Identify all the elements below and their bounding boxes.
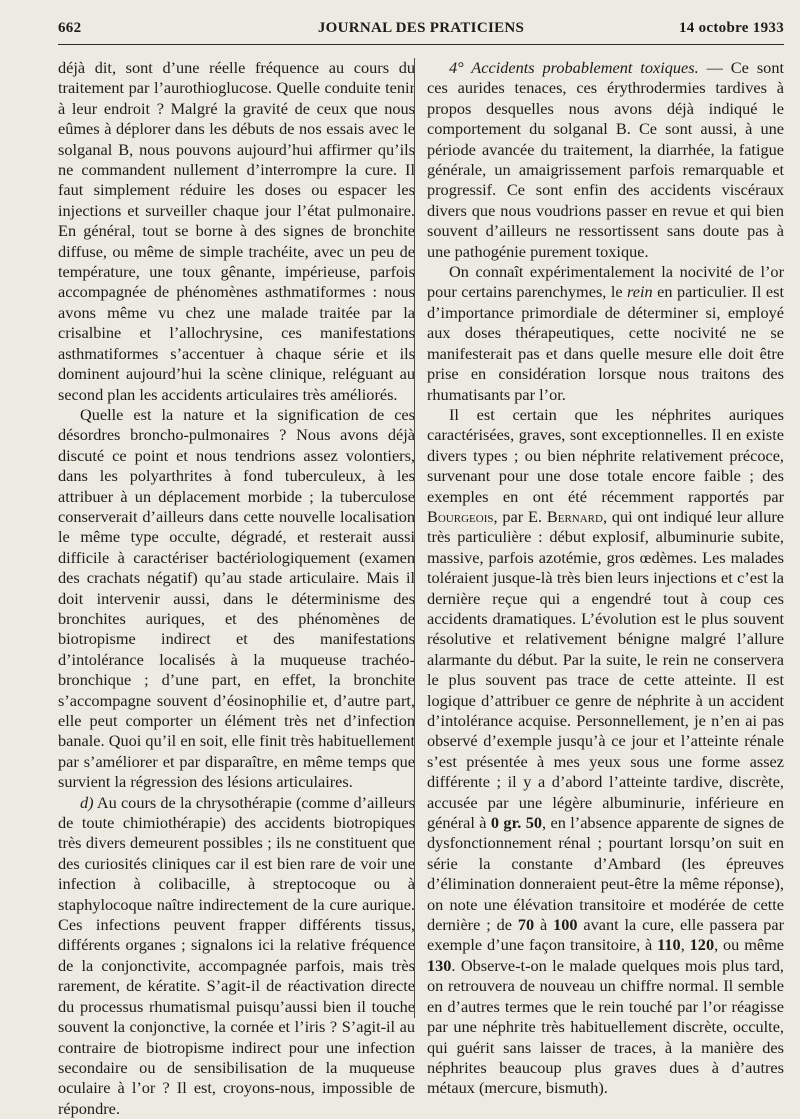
paragraph-text: à	[534, 915, 554, 935]
paragraph	[427, 405, 784, 1099]
paragraph-text: en particulier. Il est d’importance primordiale de déterminer si, employé aux doses thérapeutiques, cette nocivité ne se manifesterait pas et dans quelle mesure elle doit être prise en considération lorsque nous traitons des rhumatisants par l’or.	[427, 282, 784, 404]
header-rule	[58, 44, 784, 45]
bold-value: 70	[517, 915, 535, 935]
paragraph-text: avant la cure, elle passera par exemple d’une façon transitoire, à	[427, 915, 784, 955]
bold-value: 130	[427, 955, 452, 975]
paragraph: Quelle est la nature et la signification de ces désordres broncho-pulmonaires ? Nous avons déjà discuté ce point et nous tendrions assez volontiers, dans les polyarthrites à fond tuberculeux, à les attribuer à un déplacement morbide ; la tuberculose conserverait d’ailleurs dans cette nouvelle localisation le même type occulte, dégradé, et resterait aussi difficile à caractériser bactériologiquement (examen des crachats négatif) qu’au stade articulaire. Mais il doit intervenir aussi, dans le déterminisme des bronchites auriques, et des phénomènes de biotropisme indirect et des manifestations d’intolérance localisés à la muqueuse trachéo-bronchique ; d’une part, en effet, la bronchite s’accompagne souvent d’éosinophilie et, d’autre part, elle peut comporter un élément très net d’infection banale. Quoi qu’il en soit, elle finit très habituellement par s’améliorer et par disparaître, en même temps que survient la régression des lésions articulaires.	[58, 404, 415, 792]
paragraph-text: — Ce sont ces aurides tenaces, ces érythrodermies tardives à propos desquelles nous avons déjà indiqué le comportement du solganal B. Ce sont aussi, à une période avancée du traitement, la diarrhée, la fatigue générale, un amaigrissement parfois remarquable et progressif. Ce sont enfin des accidents viscéraux divers que nous voudrions passer en revue et qui bien souvent d’ailleurs ne ressortissent sans doute pas à une pathogénie purement toxique.	[427, 58, 784, 261]
section-heading: 4° Accidents probablement toxiques.	[449, 58, 699, 77]
paragraph-text: Au cours de la chrysothérapie (comme d’ailleurs de toute chimiothérapie) des accidents biotropiques très divers demeurent possibles ; ils ne constituent que des curiosités cliniques car il est bien rare de voir une infection à colibacille, à streptocoque ou à staphylocoque naître indirectement de la cure aurique. Ces infections peuvent frapper différents tissus, différents organes ; signalons ici la relative fréquence de la conjonctivite, accompagnée parfois, mais très rarement, de kératite. S’agit-il de réactivation directe du processus rhumatismal puisqu’aussi bien il touche souvent la conjonctive, la cornée et l’iris ? S’agit-il au contraire de biotropisme indirect pour une infection secondaire ou de sensibilisation de la muqueuse oculaire à l’or ? Il est, croyons-nous, impossible de répondre.	[58, 792, 415, 1118]
author-name: Bourgeois	[427, 506, 494, 526]
column-divider	[414, 58, 415, 1018]
paragraph-text: , par E.	[493, 506, 547, 526]
bold-value: 110	[657, 935, 681, 955]
running-header	[58, 18, 784, 38]
bold-value: 120	[689, 935, 715, 955]
author-name: Bernard	[546, 506, 603, 526]
bold-value: 100	[553, 915, 578, 935]
issue-date: 14 octobre 1933	[678, 20, 784, 36]
paragraph: déjà dit, sont d’une réelle fréquence au cours du traitement par l’aurothioglucose. Quelle conduite tenir à leur endroit ? Malgré la gravité de ceux que nous eûmes à déplorer dans les débuts de nos essais avec le solganal B, nous pouvons aujourd’hui affirmer qu’ils ne commandent nullement d’interrompre la cure. Il faut simplement réduire les doses ou espacer les injections et surveiller chaque jour l’état pulmonaire. En général, tout se borne à des signes de bronchite diffuse, ou même de simple trachéite, avec un peu de température, une toux gênante, impérieuse, parfois accompagnée de phénomènes asthmatiformes : nous avons même vu chez une malade traitée par la crisalbine et l’allochrysine, ces manifestations asthmatiformes s’accentuer à chaque série et ils dominent aujourd’hui la scène clinique, reléguant au second plan les accidents articulaires très améliorés.	[58, 58, 415, 404]
right-column	[427, 58, 784, 1098]
paragraph	[427, 58, 784, 262]
paragraph	[58, 793, 415, 1119]
paragraph-text: , en l’absence apparente de signes de dysfonctionnement rénal ; pourtant lorsqu’on suit en série la constante d’Ambard (les épreuves d’élimination donneraient peut-être la même réponse), on note une élévation transitoire et modérée de cette dernière ; de	[427, 813, 784, 935]
paragraph-text: ,	[680, 935, 690, 955]
paragraph-text: . Observe-t-on le malade quelques mois plus tard, on retrouvera de nouveau un chiffre normal. Il semble en d’autres termes que le rein touché par l’or réagisse par une néphrite très habituellement discrète, occulte, qui guérit sans laisser de traces, à la manière des néphrites beaucoup plus graves dues à d’autres métaux (mercure, bismuth).	[427, 955, 784, 1098]
page-number: 662	[58, 20, 82, 36]
section-marker: d)	[80, 792, 94, 812]
paragraph-text: , ou même	[714, 935, 784, 955]
paragraph	[427, 262, 784, 405]
paragraph-text: On connaît expérimentalement la nocivité de l’or pour certains parenchymes, le	[427, 262, 784, 302]
bold-value: 0 gr. 50	[490, 813, 543, 833]
left-column	[58, 58, 415, 1118]
emphasis: rein	[627, 282, 653, 302]
paragraph-text: , qui ont indiqué leur allure très particulière : début explosif, albuminurie subite, massive, parfois azotémie, gros œdèmes. Les malades toléraient jusque-là très bien leurs injections et c’est la dernière reçue qui a engendré tout à coup ces accidents dramatiques. L’évolution est le plus souvent résolutive et relativement bénigne malgré l’allure alarmante du début. Par la suite, le rein ne conservera le plus souvent pas trace de cette atteinte. Il est logique d’attribuer ce genre de néphrite à un accident d’intolérance acquise. Personnellement, je n’en ai pas observé d’exemple jusqu’à ce jour et l’atteinte rénale s’est présentée à mes yeux sous une forme assez différente ; il y a d’abord l’atteinte tardive, discrète, accusée par une légère albuminurie, inférieure en général à	[427, 506, 784, 833]
journal-title: JOURNAL DES PRATICIENS	[317, 20, 525, 36]
paragraph-text: Il est certain que les néphrites auriques caractérisées, graves, sont exceptionnelles. Il en existe divers types ; ou bien néphrite relativement précoce, survenant pour une dose totale encore faible ; des exemples en ont été récemment rapportés par	[427, 404, 784, 506]
